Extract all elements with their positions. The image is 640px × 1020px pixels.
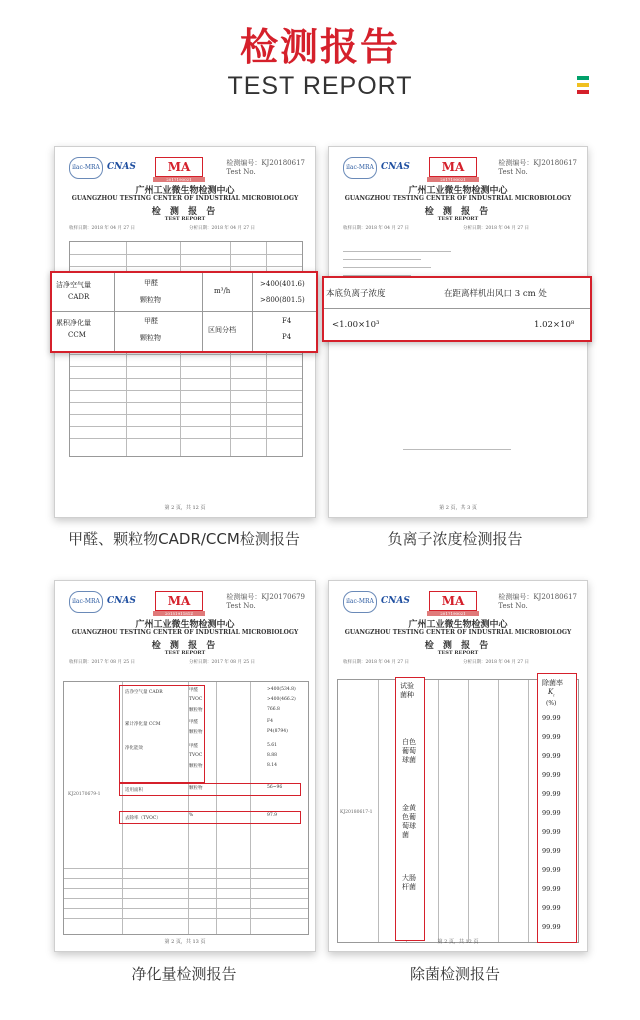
cma-logo: MA: [155, 157, 203, 177]
page-number: 第 2 页，共 13 页: [164, 939, 206, 945]
removal-rate-column-highlight: [537, 673, 577, 943]
heading-title-cn: 检测报告: [239, 25, 400, 69]
section-heading: [0, 24, 640, 101]
cnas-logo: CNAS: [107, 162, 136, 172]
ccm-label: 累积净化量: [56, 319, 91, 327]
removal-rate-value: 99.99: [542, 809, 561, 817]
row-value: 5.61: [267, 743, 278, 748]
row-item: 颗粒物: [189, 786, 203, 791]
cma-number: 2017190021: [427, 177, 479, 182]
cadr-sub: CADR: [68, 293, 90, 301]
decorative-stripes: [577, 76, 589, 97]
page-number: 第 2 页，共 3 页: [439, 505, 477, 511]
outlet-ion-label: 在距离样机出风口 3 cm 处: [444, 289, 547, 299]
caption-purification: 净化量检测报告: [131, 965, 237, 983]
row-value: 766.8: [267, 707, 280, 712]
ccm-unit: 区间分档: [208, 326, 236, 334]
cma-number: 2017190021: [153, 177, 205, 182]
org-name-cn: 广州工业微生物检测中心: [135, 186, 235, 196]
page-number: 第 2 页，共 12 页: [437, 939, 479, 945]
removal-rate-value: 99.99: [542, 714, 561, 722]
cma-logo: MA: [155, 591, 203, 611]
ccm-value-formaldehyde: F4: [282, 317, 292, 325]
certification-logos: [69, 157, 219, 182]
row-value: F4: [267, 719, 273, 724]
row-group: 累计净化量 CCM: [125, 722, 161, 727]
org-name-cn: 广州工业微生物检测中心: [408, 186, 508, 196]
removal-rate-value: 99.99: [542, 923, 561, 931]
strain-column-header: 试验菌种: [400, 682, 414, 699]
ccm-sub: CCM: [68, 331, 86, 339]
report-title-en: TEST REPORT: [164, 650, 206, 656]
page-number: 第 2 页，共 12 页: [164, 505, 206, 511]
org-name-en: GUANGZHOU TESTING CENTER OF INDUSTRIAL MICROBIOLOGY: [344, 629, 572, 636]
caption-negative-ions: 负离子浓度检测报告: [387, 530, 523, 548]
row-item: %: [189, 813, 194, 818]
removal-rate-value: 99.99: [542, 847, 561, 855]
row-value: 8.14: [267, 763, 278, 768]
removal-rate-value: 99.99: [542, 904, 561, 912]
sample-number: KJ20180617-1: [340, 810, 373, 815]
report-title-en: TEST REPORT: [437, 216, 479, 222]
removal-rate-value: 99.99: [542, 885, 561, 893]
row-value: >400(466.2): [267, 697, 296, 702]
report-title-en: TEST REPORT: [164, 216, 206, 222]
ilac-logo: ilac-MRA: [343, 591, 377, 613]
ilac-logo: ilac-MRA: [69, 591, 103, 613]
row-group: 净化能效: [125, 746, 143, 751]
background-ion-label: 本底负离子浓度: [326, 289, 386, 299]
removal-rate-value: 99.99: [542, 866, 561, 874]
caption-sterilization: 除菌检测报告: [409, 965, 500, 983]
certification-logos: [343, 591, 493, 616]
cnas-logo: CNAS: [381, 596, 410, 606]
org-name-en: GUANGZHOU TESTING CENTER OF INDUSTRIAL MICROBIOLOGY: [71, 195, 299, 202]
ccm-item-formaldehyde: 甲醛: [144, 317, 158, 325]
ilac-logo: ilac-MRA: [343, 157, 377, 179]
row-value: 8.88: [267, 753, 278, 758]
ccm-item-particles: 颗粒物: [140, 334, 161, 342]
row-item: TVOC: [189, 753, 203, 758]
caption-formaldehyde-cadr: 甲醛、颗粒物CADR/CCM检测报告: [68, 530, 300, 548]
row-item: 甲醛: [189, 720, 198, 725]
removal-rate-value: 99.99: [542, 752, 561, 760]
row-item: 颗粒物: [189, 764, 203, 769]
highlight-callout-negative-ions: [322, 276, 592, 342]
heading-title-en: TEST REPORT: [227, 72, 413, 100]
outlet-ion-value: 1.02×10⁸: [534, 320, 575, 330]
org-name-cn: 广州工业微生物检测中心: [135, 620, 235, 630]
rate-symbol: $K_i$: [548, 688, 555, 698]
cma-logo: MA: [429, 157, 477, 177]
row-group: 洁净空气量 CADR: [125, 690, 163, 695]
row-value: P4(8794): [267, 729, 288, 734]
ilac-logo: ilac-MRA: [69, 157, 103, 179]
cadr-value-formaldehyde: >400(401.6): [260, 280, 305, 288]
report-number: 检测编号：KJ20180617 Test No.: [226, 159, 305, 176]
report-number: 检测编号：KJ20170679 Test No.: [226, 593, 305, 610]
report-card-sterilization[interactable]: [328, 580, 588, 952]
org-name-en: GUANGZHOU TESTING CENTER OF INDUSTRIAL MICROBIOLOGY: [71, 629, 299, 636]
strain-name: 大肠杆菌: [402, 874, 416, 891]
strain-name: 白色葡萄球菌: [402, 738, 416, 764]
report-title-cn: 检 测 报 告: [424, 207, 492, 217]
removal-rate-value: 99.99: [542, 828, 561, 836]
report-card-purification[interactable]: [54, 580, 316, 952]
cadr-unit: m³/h: [214, 287, 231, 295]
removal-rate-value: 99.99: [542, 790, 561, 798]
row-group: 去除率（TVOC）: [125, 816, 161, 821]
certification-logos: [343, 157, 493, 182]
report-dates: 收样日期：2018 年 04 月 27 日 分析日期：2018 年 04 月 27 日: [343, 226, 530, 231]
cnas-logo: CNAS: [381, 162, 410, 172]
row-item: TVOC: [189, 697, 203, 702]
cadr-value-particles: >800(801.5): [260, 296, 305, 304]
cma-logo: MA: [429, 591, 477, 611]
cadr-label: 洁净空气量: [56, 281, 91, 289]
cma-number: 2015191181Z: [153, 611, 205, 616]
org-name-cn: 广州工业微生物检测中心: [408, 620, 508, 630]
row-item: 甲醛: [189, 744, 198, 749]
report-title-cn: 检 测 报 告: [424, 641, 492, 651]
strain-name: 金黄色葡萄球菌: [402, 804, 416, 839]
rate-unit: (%): [546, 700, 557, 707]
report-title-en: TEST REPORT: [437, 650, 479, 656]
report-number: 检测编号：KJ20180617 Test No.: [498, 593, 577, 610]
row-value: 97.9: [267, 813, 278, 818]
cadr-item-particles: 颗粒物: [140, 296, 161, 304]
cma-number: 2017190021: [427, 611, 479, 616]
removal-rate-value: 99.99: [542, 733, 561, 741]
background-ion-value: <1.00×10³: [332, 320, 380, 330]
report-number: 检测编号：KJ20180617 Test No.: [498, 159, 577, 176]
row-value: >400(534.8): [267, 687, 296, 692]
report-title-cn: 检 测 报 告: [151, 641, 219, 651]
rate-header: 除菌率: [542, 679, 563, 687]
row-item: 甲醛: [189, 688, 198, 693]
removal-rate-value: 99.99: [542, 771, 561, 779]
report-dates: 收样日期：2018 年 04 月 27 日 分析日期：2018 年 04 月 27 日: [343, 660, 530, 665]
row-value: 56~96: [267, 785, 283, 790]
org-name-en: GUANGZHOU TESTING CENTER OF INDUSTRIAL MICROBIOLOGY: [344, 195, 572, 202]
report-dates: 收样日期：2017 年 08 月 25 日 分析日期：2017 年 08 月 25 日: [69, 660, 256, 665]
certification-logos: [69, 591, 219, 616]
row-item: 颗粒物: [189, 708, 203, 713]
sample-number: KJ20170679-1: [68, 792, 101, 797]
report-title-cn: 检 测 报 告: [151, 207, 219, 217]
cnas-logo: CNAS: [107, 596, 136, 606]
row-group: 适用面积: [125, 788, 143, 793]
cadr-item-formaldehyde: 甲醛: [144, 279, 158, 287]
row-item: 颗粒物: [189, 730, 203, 735]
ccm-value-particles: P4: [282, 333, 292, 341]
report-dates: 收样日期：2018 年 04 月 27 日 分析日期：2018 年 04 月 27 日: [69, 226, 256, 231]
highlight-callout-cadr-ccm: [50, 271, 318, 353]
strain-column-highlight: [395, 677, 425, 941]
